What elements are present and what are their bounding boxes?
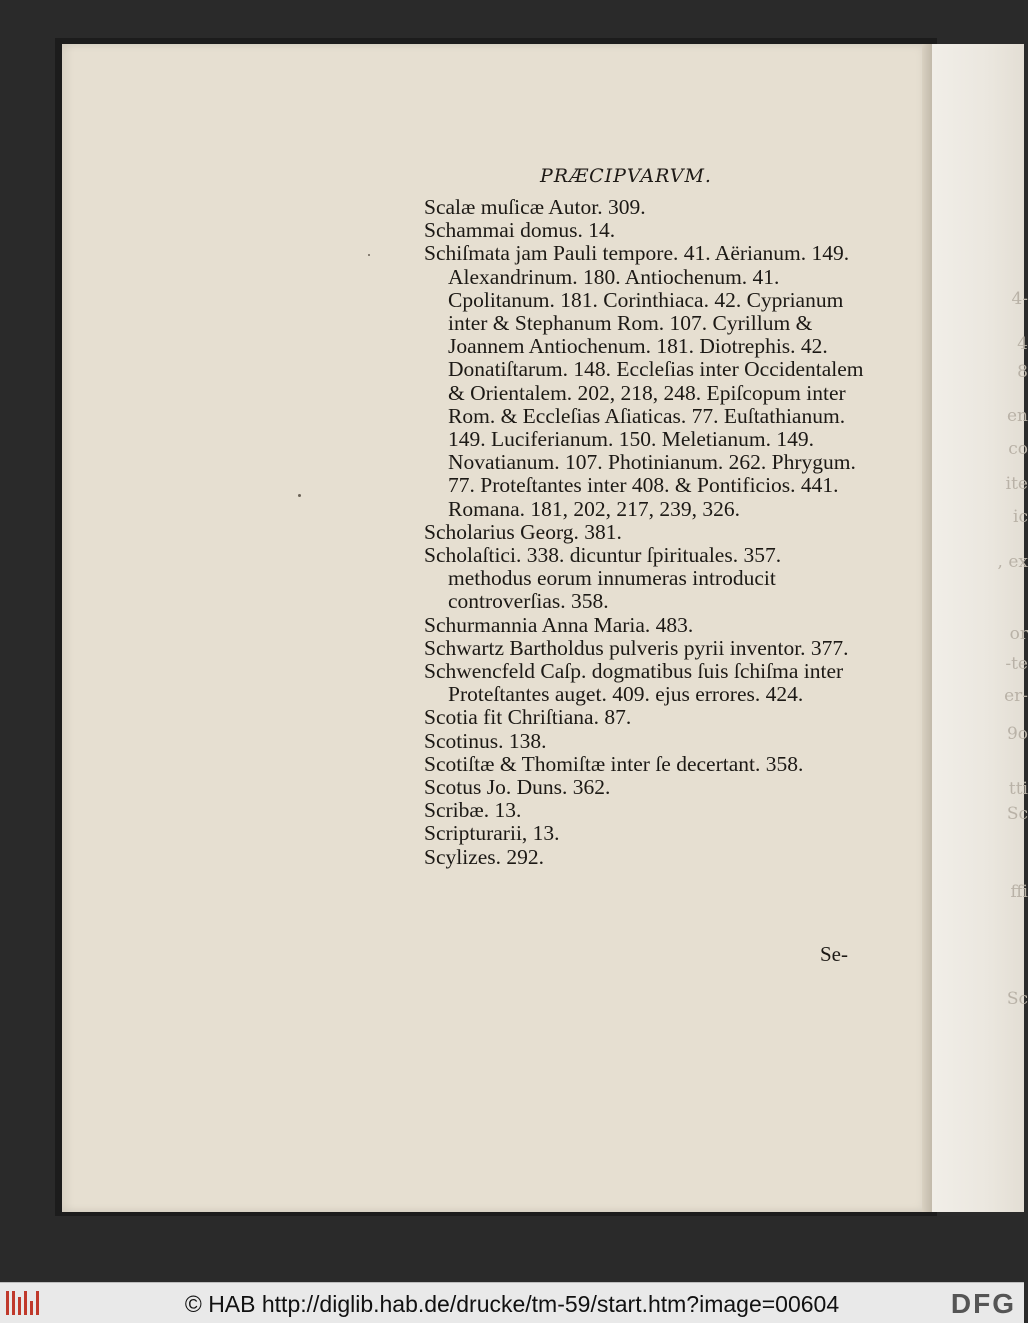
index-entry: Scotinus. 138. [424, 728, 547, 753]
viewer-footer [0, 1282, 1024, 1323]
paper-speck [298, 494, 301, 497]
index-entry: Scripturarii, 13. [424, 821, 560, 846]
index-entry: Schurmannia Anna Maria. 483. [424, 612, 694, 637]
index-entry: Scotiſtæ & Thomiſtæ inter ſe decertant. 358. [424, 751, 804, 776]
index-entry: Scotia fit Chriſtiana. 87. [424, 705, 632, 730]
running-head: PRÆCIPVARVM. [540, 165, 712, 187]
index-entry: Schiſmata jam Pauli tempore. 41. Aërianum. 149. Alexandrinum. 180. Antiochenum. 41. Cpolitanum. 181. Corinthiaca. 42. Cyprianum inter & Stephanum Rom. 107. Cyrillum & Joannem Antiochenum. 181. Diotrephis. 42. Donatiſtarum. 148. Eccleſias inter Occidentalem & Orientalem. 202, 218, 248. Epiſcopum inter Rom. & Eccleſias Aſiaticas. 77. Euſtathianum. 149. Luciferianum. 150. Meletianum. 149. Novatianum. 107. Photinianum. 262. Phrygum. 77. Proteſtantes inter 408. & Pontificios. 441. Romana. 181, 202, 217, 239, 326. [424, 241, 864, 521]
index-entry: Scholarius Georg. 381. [424, 519, 622, 544]
paper-speck [368, 254, 370, 256]
index-entry: Scotus Jo. Duns. 362. [424, 775, 611, 800]
index-entry: Scylizes. 292. [424, 844, 545, 869]
facing-page-edge: 4- 4 8 en co ite ic , ex or -te er- 9o tti Sc ffi Sc [932, 44, 1024, 1212]
dfg-logo: DFG [950, 1288, 1016, 1319]
index-entries [424, 196, 864, 869]
index-entry: Scribæ. 13. [424, 798, 522, 823]
index-entry: Schwartz Bartholdus pulveris pyrii inventor. 377. [424, 635, 849, 660]
index-entry: Schwencfeld Caſp. dogmatibus ſuis ſchiſma inter Proteſtantes auget. 409. ejus errores. 424. [424, 659, 844, 707]
index-entry: Scholaſtici. 338. dicuntur ſpirituales. 357. methodus eorum innumeras introducit controverſias. 358. [424, 543, 782, 614]
index-entry: Schammai domus. 14. [424, 218, 616, 243]
catchword: Se- [820, 942, 848, 966]
source-url[interactable]: © HAB http://diglib.hab.de/drucke/tm-59/start.htm?image=00604 [184, 1291, 840, 1317]
index-entry: Scalæ muſicæ Autor. 309. [424, 195, 646, 219]
